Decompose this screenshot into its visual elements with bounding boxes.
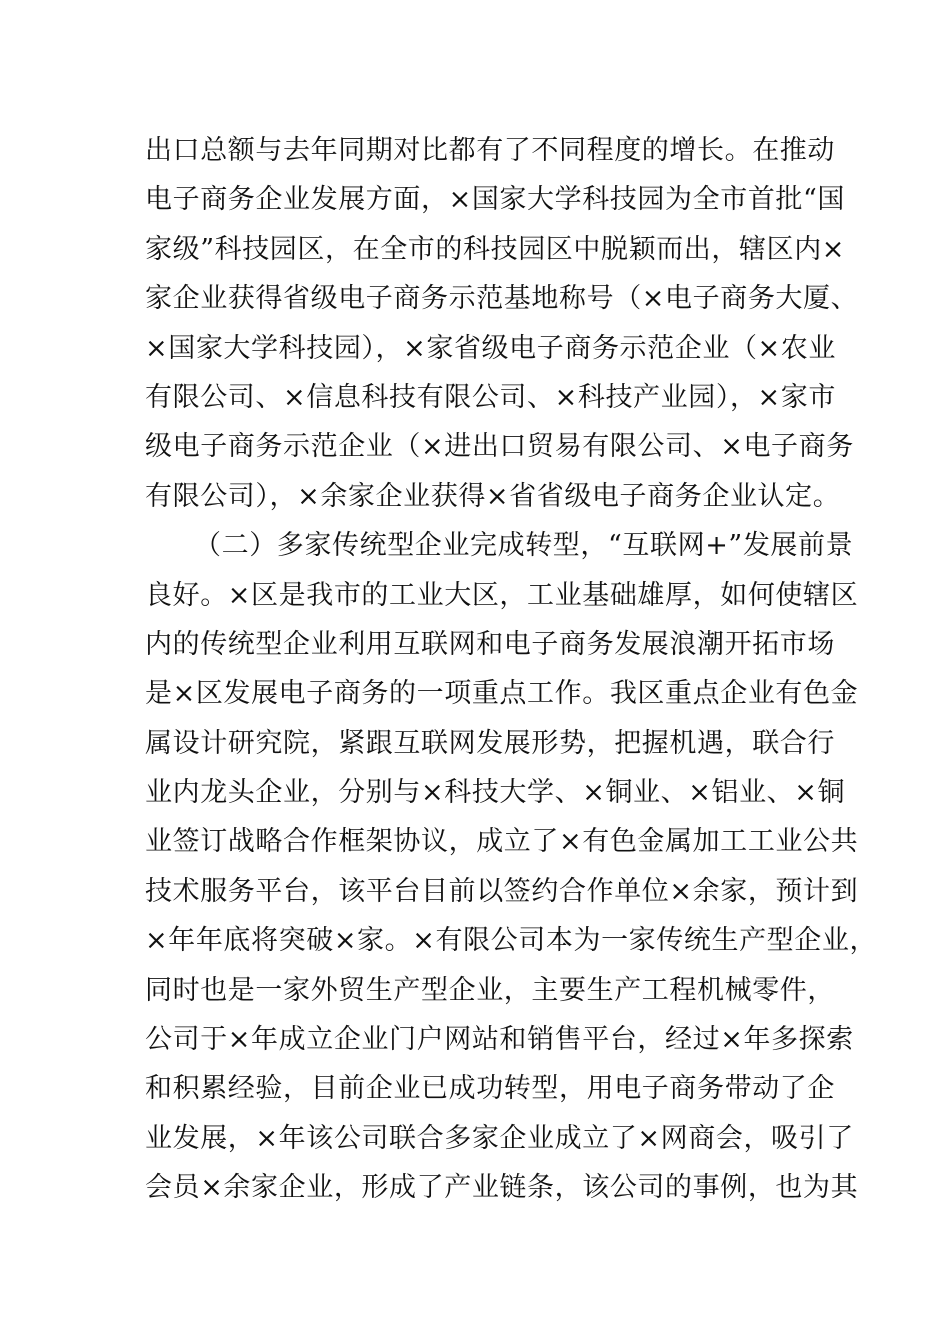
paragraph-first-line: （二）多家传统型企业完成转型，“互联网+”发展前景: [194, 530, 854, 562]
text-line: 出口总额与去年同期对比都有了不同程度的增长。在推动: [145, 135, 835, 166]
text-line: 和积累经验，目前企业已成功转型，用电子商务带动了企: [145, 1073, 835, 1105]
text-line: 内的传统型企业利用互联网和电子商务发展浪潮开拓市场: [145, 628, 835, 660]
text-line: ×国家大学科技园），×家省级电子商务示范企业（×农业: [145, 332, 836, 364]
text-line: 业签订战略合作框架协议，成立了×有色金属加工工业公共: [145, 826, 859, 858]
text-line: 级电子商务示范企业（×进出口贸易有限公司、×电子商务: [145, 431, 854, 463]
text-line: 业内龙头企业，分别与×科技大学、×铜业、×铝业、×铜: [145, 777, 846, 809]
body-text: [145, 126, 878, 1213]
text-line: 公司于×年成立企业门户网站和销售平台，经过×年多探索: [145, 1024, 854, 1056]
text-line: 同时也是一家外贸生产型企业，主要生产工程机械零件，: [145, 974, 835, 1006]
text-line: 家级”科技园区，在全市的科技园区中脱颖而出，辖区内×: [145, 233, 846, 265]
text-line: ×年年底将突破×家。×有限公司本为一家传统生产型企业，: [145, 925, 878, 957]
text-line: 属设计研究院，紧跟互联网发展形势，把握机遇，联合行: [145, 727, 835, 759]
text-line: 是×区发展电子商务的一项重点工作。我区重点企业有色金: [145, 678, 859, 710]
text-line: 有限公司），×余家企业获得×省省级电子商务企业认定。: [145, 480, 841, 512]
text-line: 会员×余家企业，形成了产业链条，该公司的事例，也为其: [145, 1172, 859, 1204]
text-line: 良好。×区是我市的工业大区，工业基础雄厚，如何使辖区: [145, 579, 859, 611]
text-line: 有限公司、×信息科技有限公司、×科技产业园），×家市: [145, 381, 836, 413]
text-line: 家企业获得省级电子商务示范基地称号（×电子商务大厦、: [145, 283, 859, 315]
text-line: 电子商务企业发展方面，×国家大学科技园为全市首批“国: [145, 184, 846, 216]
text-line: 业发展，×年该公司联合多家企业成立了×网商会，吸引了: [145, 1122, 854, 1154]
text-line: 技术服务平台，该平台目前以签约合作单位×余家，预计到: [145, 875, 859, 907]
